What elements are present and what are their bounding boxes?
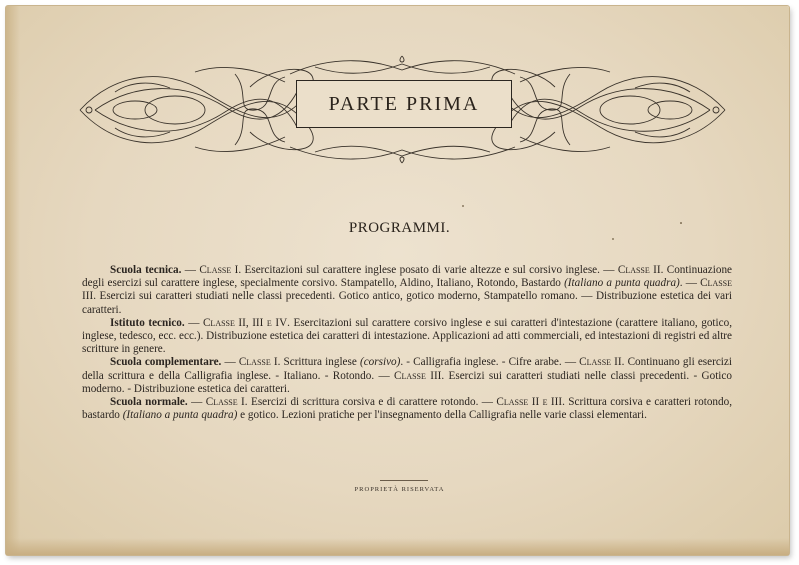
class-label: Classe I [199,264,239,276]
class-label: Classe III [393,369,442,382]
paragraph-label: Istituto tecnico. [110,316,185,329]
paragraph-label: Scuola complementare. [110,356,222,369]
class-label: Classe III [82,277,733,303]
paper-speck [612,238,614,240]
page-bottom-edge [6,538,789,555]
page-spine-shadow [6,6,20,555]
paragraph-label: Scuola tecnica. [110,264,182,276]
section-title: PROGRAMMI. [348,220,451,236]
class-label: Classe II, III e IV [202,316,288,329]
paper-speck [680,222,682,224]
italic-note: (corsivo) [359,356,401,369]
paragraph-scuola-complementare: Scuola complementare. — Classe I. Scrittura inglese (corsivo). - Calligrafia inglese. - Cifre arabe. — Classe II. Continuano gli esercizi della scrittura e della Calligrafia inglese. - Italiano. - Rotondo. — Classe III. Esercizi sui caratteri studiati nelle classi precedenti. - Gotico moderno. - Distribuzione estetica dei caratteri. [82,356,732,395]
paragraph-label: Scuola normale. [110,396,188,409]
footer-divider [380,480,428,481]
paragraph-istituto-tecnico: Istituto tecnico. — Classe II, III e IV. Esercitazioni sul carattere corsivo inglese e sui caratteri d'intestazione (carattere italiano, gotico, inglese, tedesco, ecc. ecc.). Distribuzione estetica dei caratteri di intestazione. Applicazioni ad atti commerciali, ed intestazioni di registri ed altre scritture in genere. [82,316,733,356]
class-label: Classe II [617,264,661,276]
programs-text-block [82,264,732,422]
paragraph-scuola-tecnica: Scuola tecnica. — Classe I. Esercitazioni sul carattere inglese posato di varie altezze e sul corsivo inglese. — Classe II. Continuazione degli esercizi sul carattere inglese, specialmente corsivo. Stampatello, Aldino, Italiano, Rotondo, Bastardo (Italiano a punta quadra). — Classe III. Esercizi sui caratteri studiati nelle classi precedenti. Gotico antico, gotico moderno, Stampatello romano. — Distribuzione estetica dei vari caratteri. [82,264,733,316]
class-label: Classe I [205,396,245,409]
footer-note: PROPRIETÀ RISERVATA [354,486,445,493]
page-header-title: PARTE PRIMA [328,92,480,115]
paper-speck [462,205,464,207]
italic-note: (Italiano a punta quadra) [122,409,238,422]
class-label: Classe I [238,356,278,369]
header-title-box [296,80,512,128]
class-label: Classe II e III [496,396,563,409]
italic-note: (Italiano a punta quadra) [564,277,680,290]
class-label: Classe II [579,356,622,369]
paragraph-scuola-normale: Scuola normale. — Classe I. Esercizi di scrittura corsiva e di carattere rotondo. — Classe II e III. Scrittura corsiva e caratteri rotondo, bastardo (Italiano a punta quadra) e gotico. Lezioni pratiche per l'insegnamento della Calligrafia nelle varie classi elementari. [82,396,732,422]
